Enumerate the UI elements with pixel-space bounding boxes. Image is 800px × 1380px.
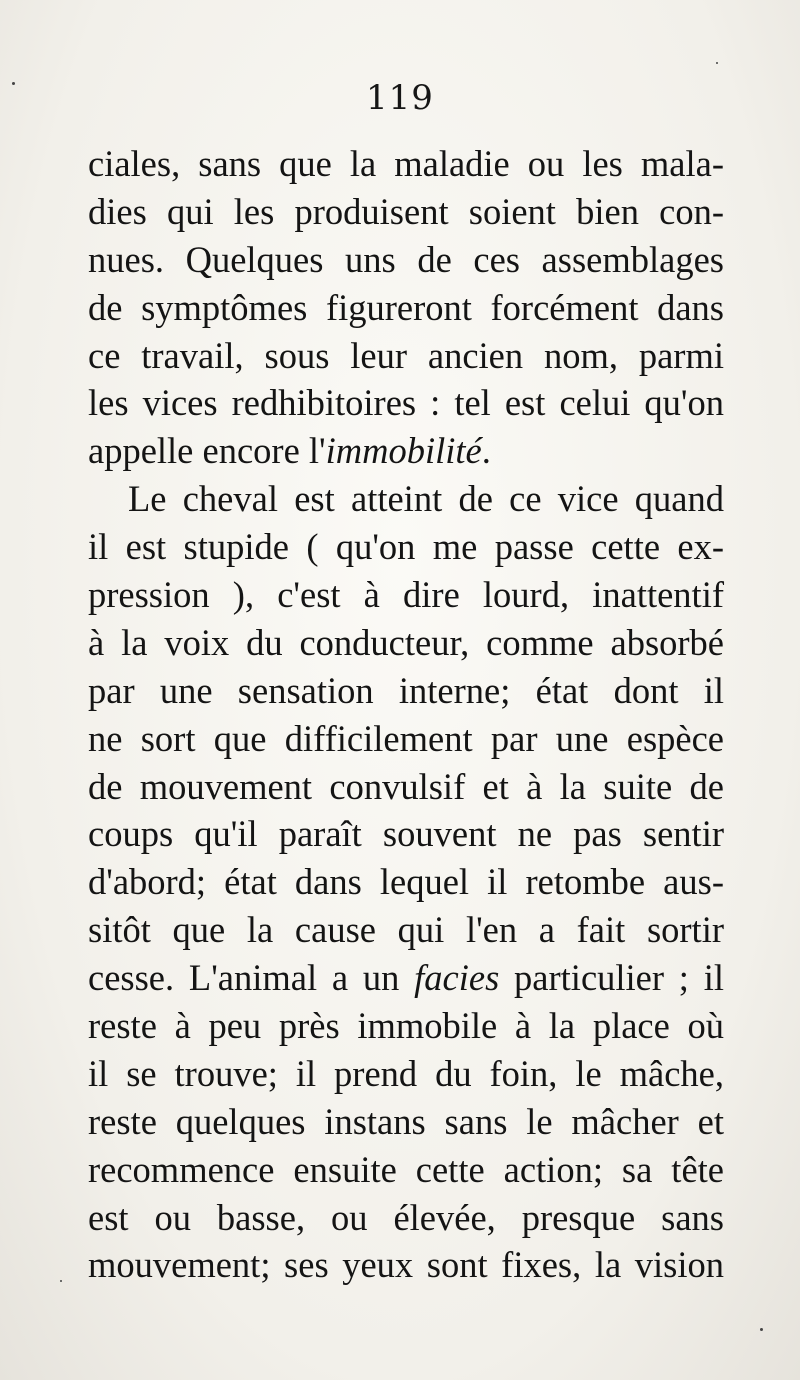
text-line: à la voix du conducteur, comme absorbé <box>88 621 724 663</box>
text-line: de mouvement convulsif et à la suite de <box>88 765 724 807</box>
ink-speck <box>60 1280 62 1282</box>
text-line: pression ), c'est à dire lourd, inattentif <box>88 574 724 616</box>
text-line: les vices redhibitoires : tel est celui qu'on <box>88 382 724 424</box>
text-line: ne sort que difficilement par une espèce <box>88 717 724 759</box>
text-line: il se trouve; il prend du foin, le mâche, <box>88 1052 724 1094</box>
body-text <box>88 140 724 1289</box>
text-line-paragraph-start: Le cheval est atteint de ce vice quand <box>128 478 724 520</box>
text-line: reste à peu près immobile à la place où <box>88 1005 724 1047</box>
text-line: ciales, sans que la maladie ou les mala- <box>88 143 724 184</box>
text-line: de symptômes figureront forcément dans <box>88 286 724 328</box>
text-line-paragraph-end <box>88 427 724 475</box>
ink-speck <box>12 82 15 85</box>
text-line: d'abord; état dans lequel il retombe aus- <box>88 861 724 903</box>
text-segment: . <box>481 430 491 472</box>
text-line: coups qu'il paraît souvent ne pas sentir <box>88 813 724 855</box>
text-line: mouvement; ses yeux sont fixes, la vision <box>88 1244 724 1286</box>
text-line: nues. Quelques uns de ces assemblages <box>88 238 724 280</box>
page-number: 119 <box>366 78 434 118</box>
text-line: dies qui les produisent soient bien con- <box>88 190 724 232</box>
text-line: par une sensation interne; état dont il <box>88 669 724 711</box>
italic-term-immobilite: immobilité <box>325 430 482 472</box>
text-segment: cesse. L'animal a un <box>88 957 415 999</box>
text-segment: appelle encore l' <box>88 430 326 472</box>
text-line: recommence ensuite cette action; sa tête <box>88 1148 724 1190</box>
text-line: ce travail, sous leur ancien nom, parmi <box>88 334 724 376</box>
text-line: reste quelques instans sans le mâcher et <box>88 1100 724 1142</box>
text-line: il est stupide ( qu'on me passe cette ex- <box>88 526 724 568</box>
text-line <box>88 954 724 1002</box>
italic-term-facies: facies <box>414 957 500 999</box>
ink-speck <box>760 1328 763 1331</box>
text-line: est ou basse, ou élevée, presque sans <box>88 1196 724 1238</box>
text-segment: particulier ; il <box>499 957 725 999</box>
ink-speck <box>716 62 718 64</box>
text-line: sitôt que la cause qui l'en a fait sortir <box>88 909 724 951</box>
